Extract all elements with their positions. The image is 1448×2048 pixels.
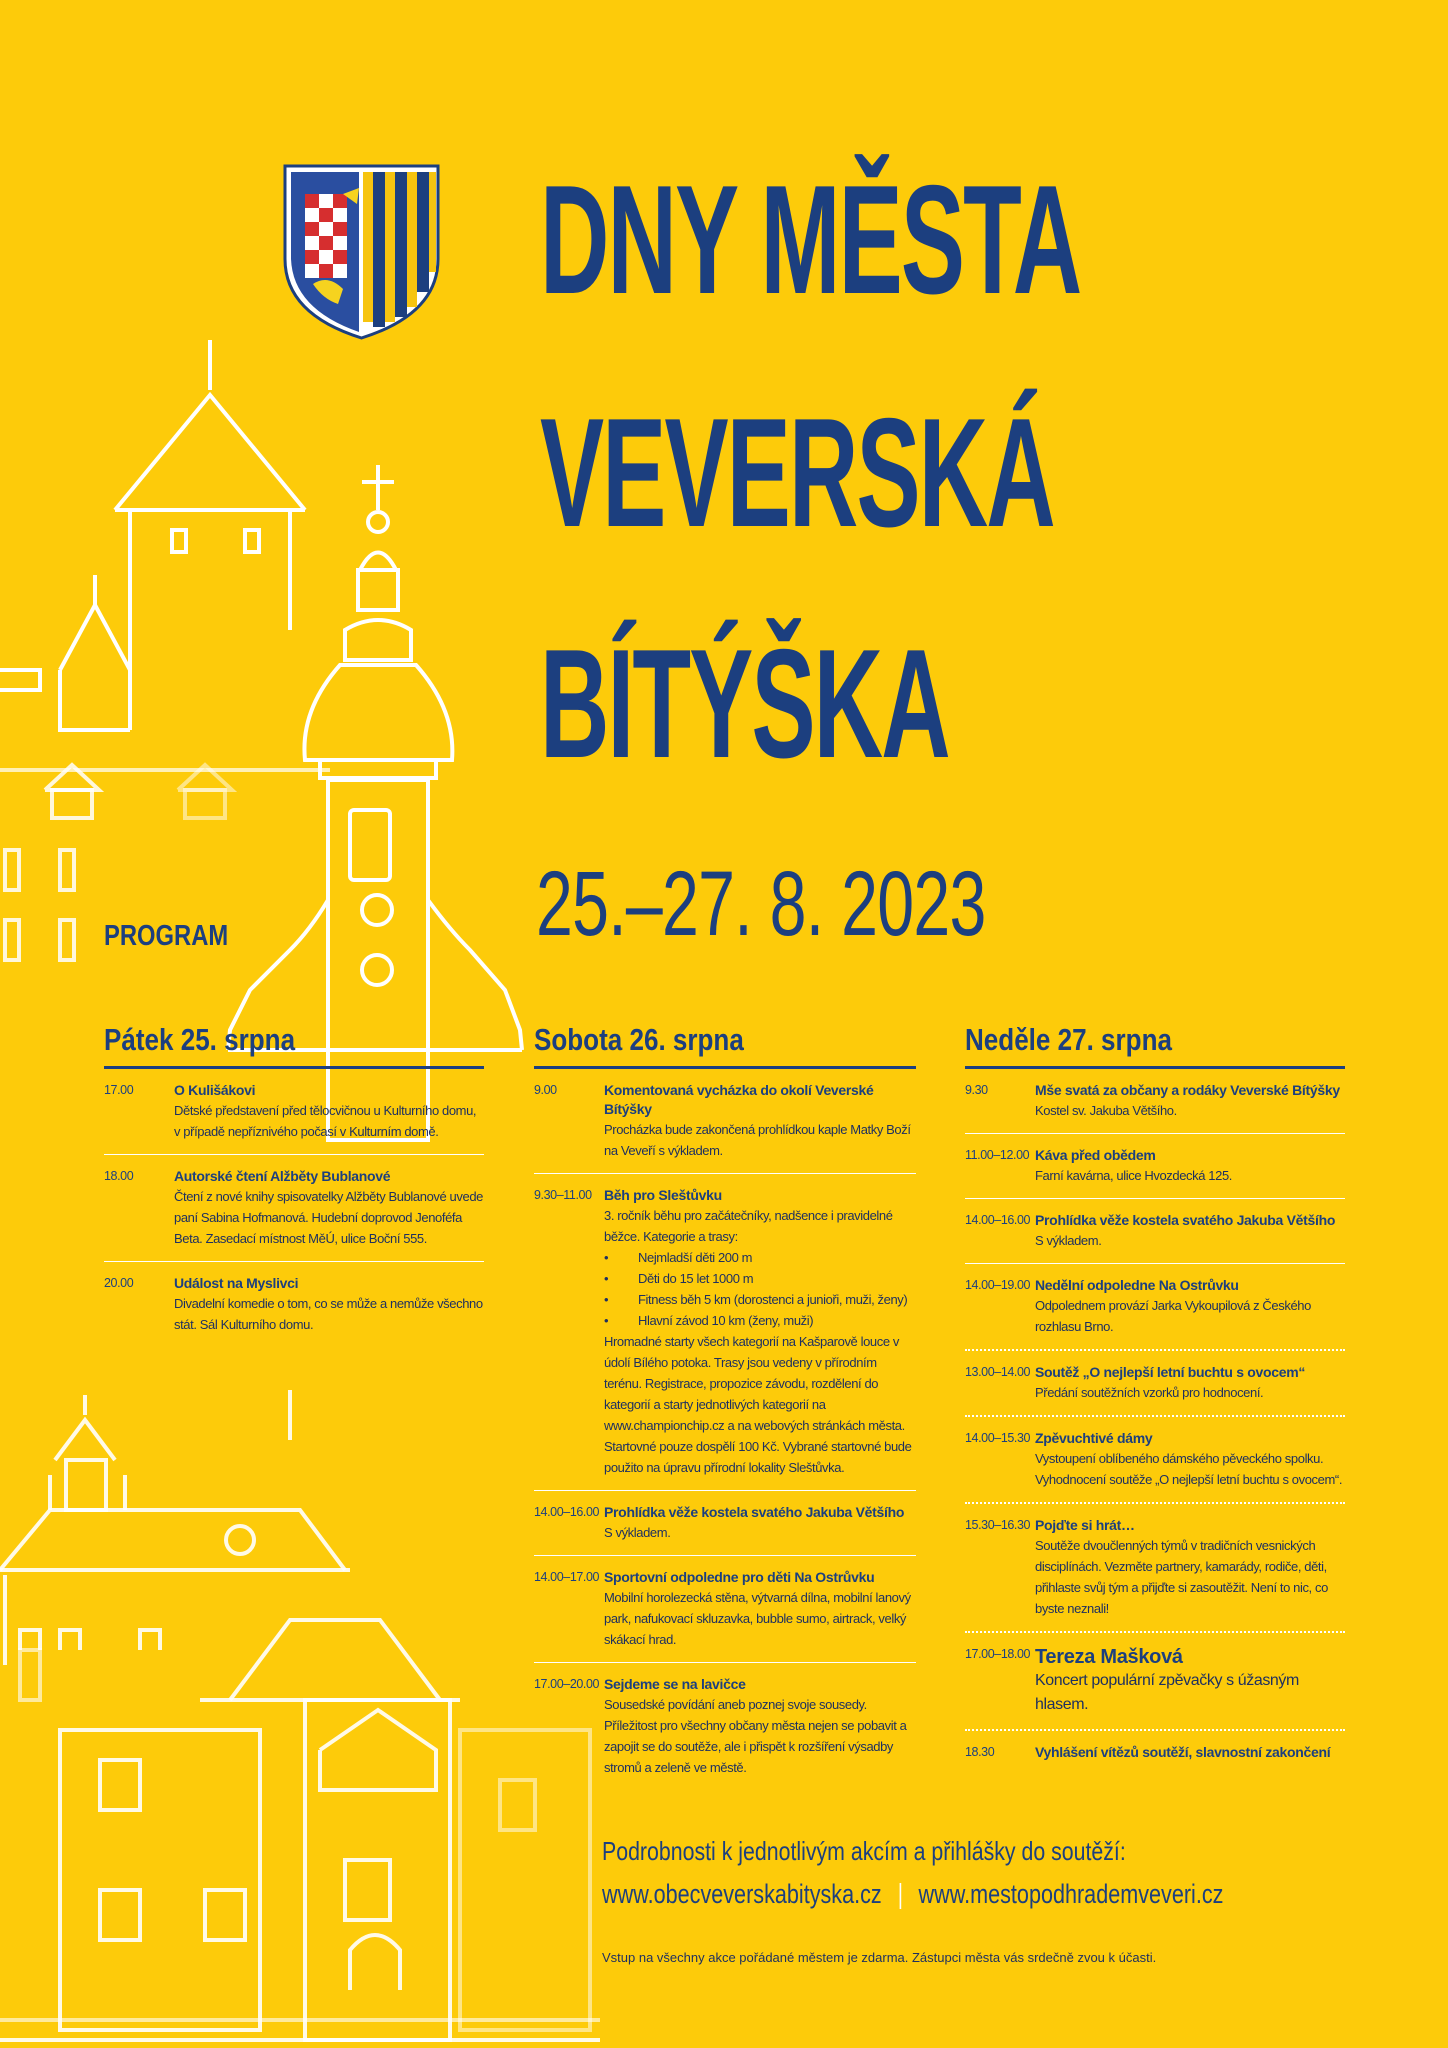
event-time: 14.00–19.00 (965, 1278, 1031, 1292)
event-time: 14.00–16.00 (965, 1213, 1031, 1227)
program-item (965, 1351, 1345, 1417)
day-heading: Pátek 25. srpna (104, 1022, 484, 1069)
program-item (965, 1504, 1345, 1633)
program-label: PROGRAM (104, 920, 229, 952)
program-item (965, 1134, 1345, 1199)
event-title: Nedělní odpoledne Na Ostrůvku (1035, 1277, 1239, 1293)
event-description-details: Hromadné starty všech kategorií na Kašparově louce v údolí Bílého potoka. Trasy jsou vedeny v přírodním terénu. Registrace, propozice závodu, rozdělení do kategorií a starty jednotlivých kategorií na www.championchip.cz a na webových stránkách města. Startovné pouze dospělí 100 Kč. Vybrané startovné bude použito na úpravu přírodní lokality Sleštůvka. (604, 1334, 912, 1475)
event-time: 14.00–16.00 (534, 1505, 600, 1519)
program-item (104, 1069, 484, 1155)
footer-note: Vstup na všechny akce pořádané městem je zdarma. Zástupci města vás srdečně zvou k účasti. (602, 1950, 1157, 1965)
program-item (965, 1199, 1345, 1264)
event-description: Odpolednem provází Jarka Vykoupilová z Českého rozhlasu Brno. (1035, 1298, 1311, 1334)
event-title: Pojďte si hrát… (1035, 1517, 1135, 1533)
event-title: Káva před obědem (1035, 1147, 1156, 1163)
event-title: Prohlídka věže kostela svatého Jakuba Většího (1035, 1212, 1336, 1228)
event-title: Komentovaná vycházka do okolí Veverské Bítýšky (604, 1082, 874, 1117)
event-dates: 25.–27. 8. 2023 (536, 853, 986, 955)
event-time: 17.00–20.00 (534, 1677, 600, 1691)
category-item: • Fitness běh 5 km (dorostenci a junioři, muži, ženy) (604, 1289, 916, 1310)
event-description: Předání soutěžních vzorků pro hodnocení. (1035, 1385, 1264, 1400)
program-item (965, 1069, 1345, 1134)
event-time: 13.00–14.00 (965, 1365, 1031, 1379)
day-column-saturday (534, 1022, 916, 1790)
event-title: Běh pro Sleštůvku (604, 1187, 722, 1203)
event-description: Vystoupení oblíbeného dámského pěveckého spolku. Vyhodnocení soutěže „O nejlepší letní buchtu s ovocem“. (1035, 1451, 1343, 1487)
event-description: Čtení z nové knihy spisovatelky Alžběty Bublanové uvede paní Sabina Hofmanová. Hudební doprovod Jenoféfa Beta. Zasedací místnost MěÚ, ulice Boční 555. (174, 1189, 483, 1246)
category-item: • Hlavní závod 10 km (ženy, muži) (604, 1310, 916, 1331)
event-description: Dětské představení před tělocvičnou u Kulturního domu, v případě nepříznivého počasí v Kulturním domě. (174, 1103, 477, 1139)
website-link-1[interactable]: www.obecveverskabityska.cz (602, 1879, 882, 1909)
event-time: 9.00 (534, 1083, 557, 1097)
program-item (534, 1663, 916, 1790)
event-description: Divadelní komedie o tom, co se může a nemůže všechno stát. Sál Kulturního domu. (174, 1296, 483, 1332)
castle-tower-drawing (0, 340, 330, 770)
event-description: Farní kavárna, ulice Hvozdecká 125. (1035, 1168, 1232, 1183)
website-link-2[interactable]: www.mestopodhrademveveri.cz (918, 1879, 1224, 1909)
title-line-3: BÍTÝŠKA (540, 617, 949, 790)
event-title: Mše svatá za občany a rodáky Veverské Bítýšky (1035, 1082, 1340, 1098)
event-description: Kostel sv. Jakuba Většího. (1035, 1103, 1177, 1118)
event-title: Sportovní odpoledne pro děti Na Ostrůvku (604, 1569, 875, 1585)
event-title: Vyhlášení vítězů soutěží, slavnostní zakončení (1035, 1744, 1331, 1760)
event-description: Mobilní horolezecká stěna, výtvarná dílna, mobilní lanový park, nafukovací skluzavka, bubble sumo, airtrack, velký skákací hrad. (604, 1590, 911, 1647)
event-time: 9.30–11.00 (534, 1188, 592, 1202)
lower-buildings-drawing (0, 1390, 600, 2040)
program-item (534, 1069, 916, 1174)
day-column-friday (104, 1022, 484, 1347)
day-heading: Neděle 27. srpna (965, 1022, 1345, 1069)
program-item (104, 1262, 484, 1347)
event-time: 14.00–15.30 (965, 1431, 1031, 1445)
event-title: O Kulišákovi (174, 1082, 256, 1098)
title-line-1: DNY MĚSTA (540, 153, 1081, 326)
event-title: Autorské čtení Alžběty Bublanové (174, 1168, 391, 1184)
event-title: Tereza Mašková (1035, 1646, 1183, 1668)
event-time: 18.30 (965, 1745, 995, 1759)
event-time: 11.00–12.00 (965, 1148, 1030, 1162)
title-line-2: VEVERSKÁ (540, 386, 1054, 559)
event-time: 9.30 (965, 1083, 988, 1097)
event-title: Prohlídka věže kostela svatého Jakuba Většího (604, 1504, 905, 1520)
event-description: Koncert populární zpěvačky s úžasným hlasem. (1035, 1672, 1299, 1713)
footer-info-text: Podrobnosti k jednotlivým akcím a přihlášky do soutěží: (602, 1836, 1126, 1866)
program-item (534, 1174, 916, 1491)
event-description: Soutěže dvoučlenných týmů v tradičních vesnických disciplínách. Vezměte partnery, kamarády, rodiče, děti, přihlaste svůj tým a přijďte si zasoutěžit. Není to nic, co byste neznali! (1035, 1538, 1328, 1616)
event-title: Sejdeme se na lavičce (604, 1676, 746, 1692)
category-item: • Děti do 15 let 1000 m (604, 1268, 916, 1289)
event-title: Soutěž „O nejlepší letní buchtu s ovocem“ (1035, 1364, 1306, 1380)
program-item (965, 1417, 1345, 1504)
event-title: Zpěvuchtivé dámy (1035, 1430, 1153, 1446)
event-description: S výkladem. (1035, 1233, 1102, 1248)
category-list (604, 1247, 916, 1331)
day-heading: Sobota 26. srpna (534, 1022, 916, 1069)
program-item (534, 1556, 916, 1663)
event-description: S výkladem. (604, 1525, 671, 1540)
category-item: • Nejmladší děti 200 m (604, 1247, 916, 1268)
event-time: 20.00 (104, 1276, 134, 1290)
town-crest-logo (283, 164, 440, 340)
event-description: Procházka bude zakončená prohlídkou kaple Matky Boží na Veveří s výkladem. (604, 1122, 911, 1158)
footer-links (602, 1879, 1223, 1910)
event-time: 17.00–18.00 (965, 1647, 1031, 1661)
event-time: 15.30–16.30 (965, 1518, 1031, 1532)
event-time: 18.00 (104, 1169, 134, 1183)
program-item (534, 1491, 916, 1556)
event-description: Sousedské povídání aneb poznej svoje sousedy. Příležitost pro všechny občany města nejen se pobavit a zapojit se do soutěže, ale i přispět k rozšíření výsadby stromů a zeleně ve městě. (604, 1697, 907, 1775)
event-title: Událost na Myslivci (174, 1275, 299, 1291)
program-item (965, 1731, 1345, 1774)
event-description: 3. ročník běhu pro začátečníky, nadšence i pravidelné běžce. Kategorie a trasy: (604, 1208, 893, 1244)
event-time: 14.00–17.00 (534, 1570, 600, 1584)
program-item (104, 1155, 484, 1262)
event-time: 17.00 (104, 1083, 134, 1097)
day-column-sunday (965, 1022, 1345, 1774)
link-separator (899, 1883, 901, 1909)
program-item (965, 1264, 1345, 1351)
program-item (965, 1633, 1345, 1731)
